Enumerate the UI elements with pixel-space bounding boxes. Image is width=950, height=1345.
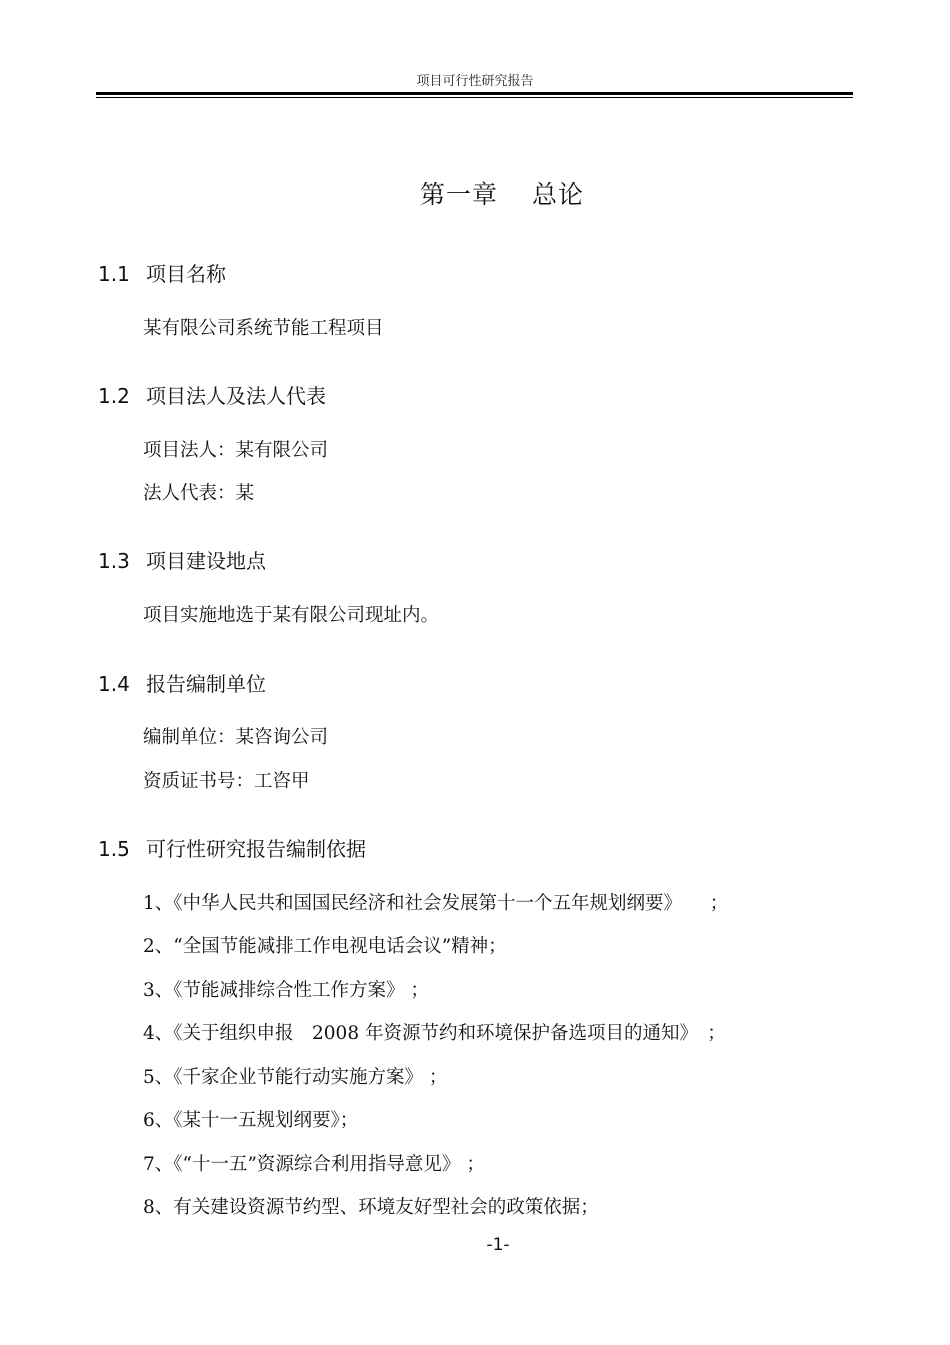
basis-item-6: 6、《某十一五规划纲要》； [143, 1110, 359, 1131]
section-number: 1.1 [98, 262, 130, 286]
section-1-4-line-2: 资质证书号：工咨甲 [143, 771, 310, 792]
basis-item-4: 4、《关于组织申报 2008 年资源节约和环境保护备选项目的通知》 ； [143, 1023, 726, 1044]
header-rule-thick [96, 92, 853, 95]
running-header: 项目可行性研究报告 [416, 74, 534, 89]
section-heading-1-3 [98, 545, 266, 574]
header-rule-thin [96, 97, 853, 98]
section-1-1-line-1: 某有限公司系统节能工程项目 [143, 318, 384, 339]
section-heading-1-1 [98, 258, 226, 287]
chapter-label: 第一章 [419, 180, 498, 209]
section-number: 1.3 [98, 549, 130, 573]
section-1-2-line-1: 项目法人：某有限公司 [143, 440, 329, 461]
section-number: 1.2 [98, 384, 130, 408]
section-title: 项目建设地点 [146, 549, 266, 573]
section-heading-1-2 [98, 380, 326, 409]
section-title: 报告编制单位 [146, 672, 266, 696]
section-title: 可行性研究报告编制依据 [146, 837, 366, 861]
section-heading-1-4 [98, 668, 266, 697]
section-number: 1.5 [98, 837, 130, 861]
basis-item-8: 8、有关建设资源节约型、环境友好型社会的政策依据； [143, 1197, 599, 1218]
section-number: 1.4 [98, 672, 130, 696]
basis-item-2: 2、“全国节能减排工作电视电话会议”精神； [143, 936, 507, 957]
basis-item-5: 5、《千家企业节能行动实施方案》 ； [143, 1067, 448, 1088]
section-title: 项目法人及法人代表 [146, 384, 326, 408]
chapter-name: 总论 [532, 180, 585, 209]
basis-item-1: 1、《中华人民共和国国民经济和社会发展第十一个五年规划纲要》 ； [143, 893, 729, 914]
page-number: -1- [486, 1235, 510, 1255]
section-1-4-line-1: 编制单位：某咨询公司 [143, 727, 329, 748]
basis-item-3: 3、《节能减排综合性工作方案》 ； [143, 980, 429, 1001]
section-title: 项目名称 [146, 262, 226, 286]
section-1-3-line-1: 项目实施地选于某有限公司现址内。 [143, 605, 440, 626]
basis-item-7: 7、《“十一五”资源综合利用指导意见》 ； [143, 1154, 485, 1175]
section-1-2-line-2: 法人代表：某 [143, 483, 255, 504]
chapter-title [0, 175, 950, 211]
section-heading-1-5 [98, 833, 366, 862]
